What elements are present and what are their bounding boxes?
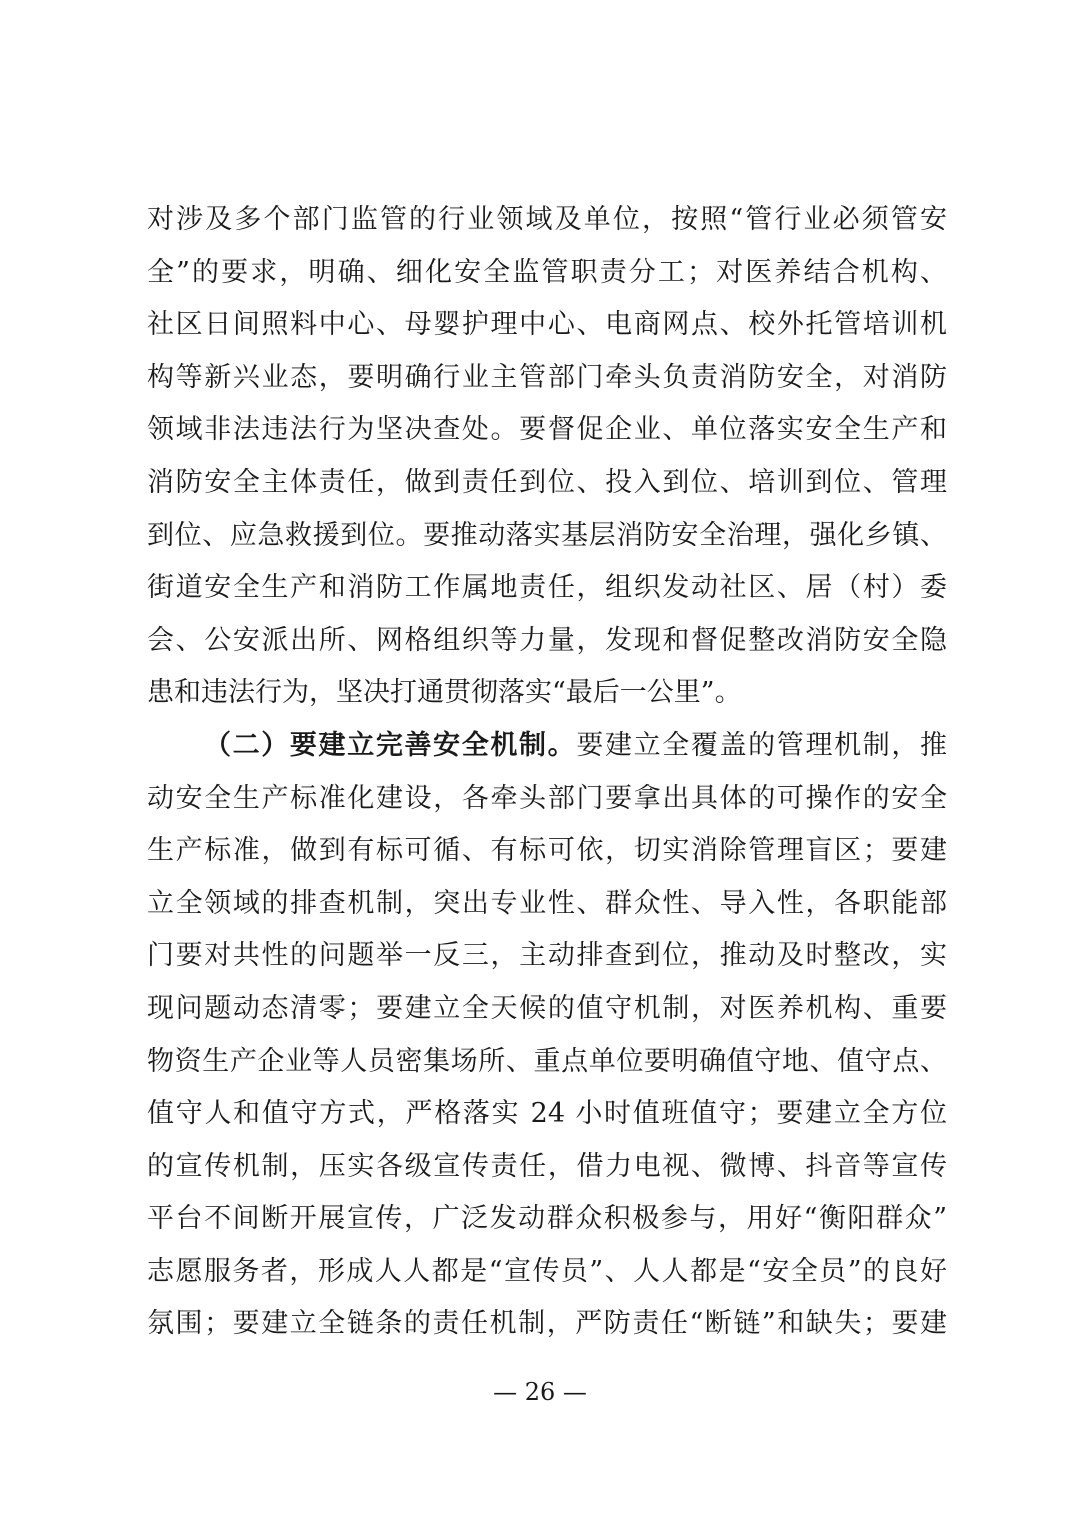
text-line: 氛围；要建立全链条的责任机制，严防责任“断链”和缺失；要建 xyxy=(147,1308,947,1340)
text-line: 志愿服务者，形成人人都是“宣传员”、人人都是“安全员”的良好 xyxy=(147,1255,947,1287)
text-line: 现问题动态清零；要建立全天候的值守机制，对医养机构、重要 xyxy=(147,992,947,1024)
text-line: 街道安全生产和消防工作属地责任，组织发动社区、居（村）委 xyxy=(147,572,947,604)
text-line: 患和违法行为，坚决打通贯彻落实“最后一公里”。 xyxy=(147,677,742,709)
text-line: 动安全生产标准化建设，各牵头部门要拿出具体的可操作的安全 xyxy=(147,782,947,814)
text-line: 领域非法违法行为坚决查处。要督促企业、单位落实安全生产和 xyxy=(147,414,947,446)
text-line: 会、公安派出所、网格组织等力量，发现和督促整改消防安全隐 xyxy=(147,624,947,656)
text-span: 要建立全覆盖的管理机制，推 xyxy=(576,729,948,761)
text-line: 值守人和值守方式，严格落实 24 小时值班值守；要建立全方位 xyxy=(147,1098,947,1130)
text-line: 到位、应急救援到位。要推动落实基层消防安全治理，强化乡镇、 xyxy=(147,519,947,551)
paragraph-2 xyxy=(147,720,947,1351)
text-line: 立全领域的排查机制，突出专业性、群众性、导入性，各职能部 xyxy=(147,887,947,919)
text-line: 生产标准，做到有标可循、有标可依，切实消除管理盲区；要建 xyxy=(147,835,947,867)
document-body xyxy=(147,194,947,1351)
text-line: 社区日间照料中心、母婴护理中心、电商网点、校外托管培训机 xyxy=(147,309,947,341)
text-line: 的宣传机制，压实各级宣传责任，借力电视、微博、抖音等宣传 xyxy=(147,1150,947,1182)
text-line: 全”的要求，明确、细化安全监管职责分工；对医养结合机构、 xyxy=(147,256,947,288)
page-number: — 26 — xyxy=(493,1378,587,1406)
text-line: 平台不间断开展宣传，广泛发动群众积极参与，用好“衡阳群众” xyxy=(147,1203,947,1235)
paragraph-1 xyxy=(147,194,947,720)
text-line: 门要对共性的问题举一反三，主动排查到位，推动及时整改，实 xyxy=(147,940,947,972)
text-line: 消防安全主体责任，做到责任到位、投入到位、培训到位、管理 xyxy=(147,466,947,498)
text-line xyxy=(147,720,947,773)
text-line: 物资生产企业等人员密集场所、重点单位要明确值守地、值守点、 xyxy=(147,1045,947,1077)
text-line: 构等新兴业态，要明确行业主管部门牵头负责消防安全，对消防 xyxy=(147,361,947,393)
text-line: 对涉及多个部门监管的行业领域及单位，按照“管行业必须管安 xyxy=(147,204,947,235)
section-heading: （二）要建立完善安全机制。 xyxy=(204,729,577,761)
